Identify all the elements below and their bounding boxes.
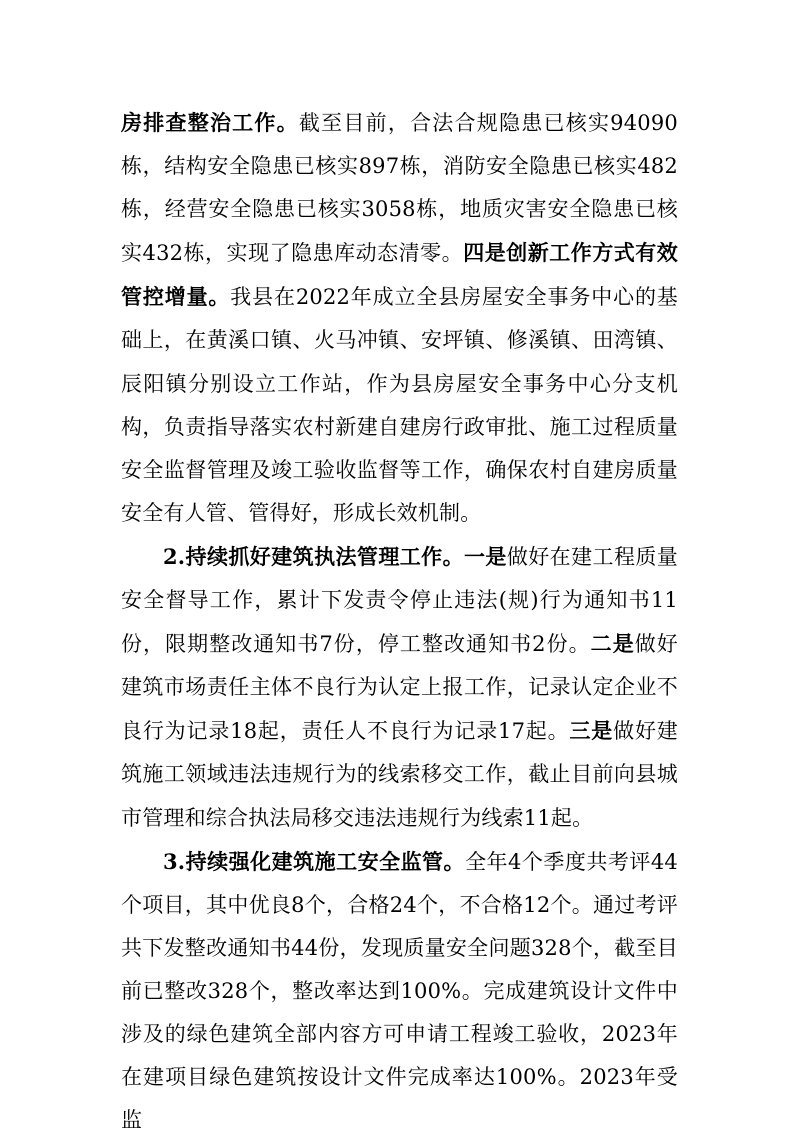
bold-run: 四是创新工作方式有效管控增量。 (121, 240, 679, 310)
bold-run: 三是 (569, 718, 614, 744)
bold-run: 2.持续抓好建筑执法管理工作。一是 (163, 543, 507, 569)
bold-run: 二是 (590, 631, 635, 657)
text-run: 截至目前，合法合规隐患已核实94090栋，结构安全隐患已核实897栋，消防安全隐患已核实482栋，经营安全隐患已核实3058栋，地质灾害安全隐患已核实432栋，实现了隐患库动态清零。 (121, 111, 678, 266)
bold-run: 3.持续强化建筑施工安全监管。 (163, 848, 466, 874)
text-run: 做好建筑市场责任主体不良行为认定上报工作，记录认定企业不良行为记录18起，责任人不良行为记录17起。 (121, 632, 678, 744)
body-text (121, 101, 678, 1142)
paragraph-2 (121, 535, 678, 840)
paragraph-1 (121, 101, 678, 535)
text-run: 做好在建工程质量安全督导工作，累计下发责令停止违法(规)行为通知书11份，限期整改通知书7份，停工整改通知书2份。 (121, 544, 678, 657)
text-run: 做好建筑施工领域违法违规行为的线索移交工作，截止目前向县城市管理和综合执法局移交违法违规行为线索11起。 (121, 719, 679, 830)
text-run: 我县在2022年成立全县房屋安全事务中心的基础上，在黄溪口镇、火马冲镇、安坪镇、修溪镇、田湾镇、辰阳镇分别设立工作站，作为县房屋安全事务中心分支机构，负责指导落实农村新建自建房行政审批、施工过程质量安全监督管理及竣工验收监督等工作，确保农村自建房质量安全有人管、管得好，形成长效机制。 (121, 285, 678, 525)
paragraph-3 (121, 840, 678, 1142)
text-run: 全年4个季度共考评44个项目，其中优良8个，合格24个，不合格12个。通过考评共下发整改通知书44份，发现质量安全问题328个，截至目前已整改328个，整改率达到100%。完成建筑设计文件中涉及的绿色建筑全部内容方可申请工程竣工验收，2023年在建项目绿色建筑按设计文件完成率达100%。2023年受监 (121, 849, 678, 1133)
bold-run: 房排查整治工作。 (121, 110, 299, 135)
